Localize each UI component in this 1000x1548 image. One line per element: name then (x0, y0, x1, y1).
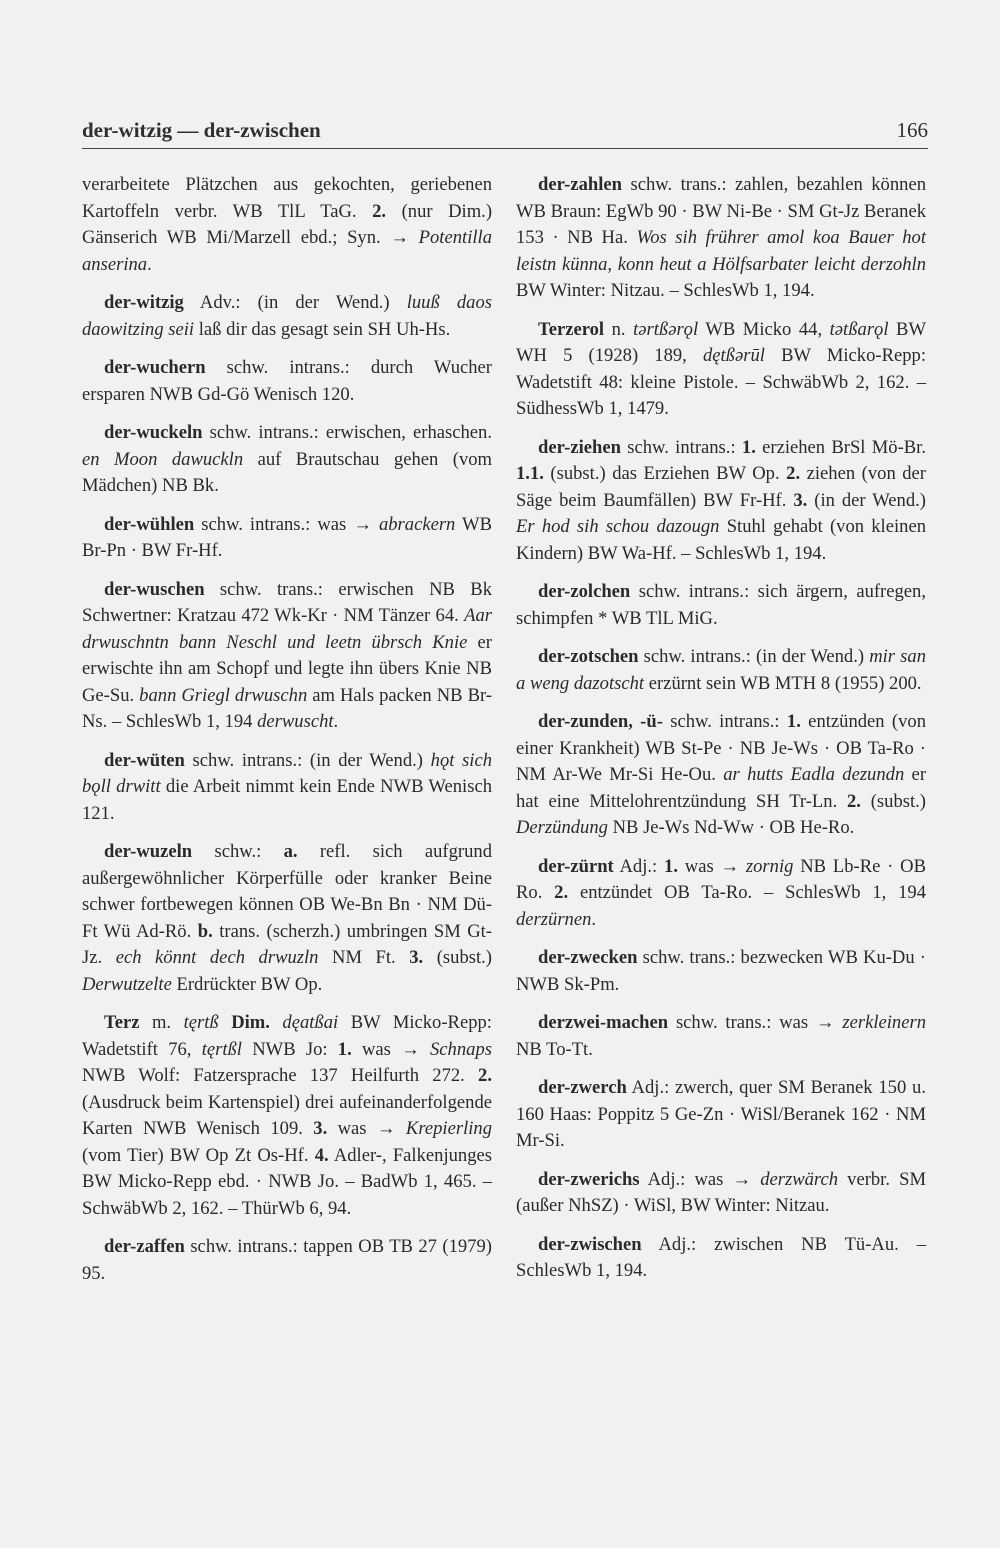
entry-text: entzünden (von einer Krankheit) WB St-Pe · NB Je-Ws · OB Ta-Ro · NM Ar-We Mr-Si He-Ou. (516, 711, 926, 785)
entry-text: erziehen BrSl Mö-Br. (755, 436, 926, 458)
dictionary-entry (516, 579, 926, 632)
entry-headword: der-zahlen (538, 174, 622, 195)
dialect-example: Potentilla anserina (82, 227, 492, 275)
dictionary-entry (516, 435, 926, 568)
dialect-example: dętßərūl (702, 345, 765, 366)
entry-headword: der-wuschen (104, 578, 205, 600)
entry-headword: der-ziehen (538, 436, 621, 458)
entry-text: . (591, 908, 597, 930)
entry-text: BW Micko-Repp: Wadetstift 48: kleine Pistole. – SchwäbWb 2, 162. – SüdhessWb 1, 1479. (516, 345, 926, 419)
dictionary-entry (82, 355, 492, 408)
entry-text: WB Micko 44, (698, 318, 830, 340)
entry-headword: der-zunden, -ü- (538, 711, 663, 732)
entry-text: schw. intrans.: (662, 711, 787, 732)
dialect-example: luuß daos daowitzing seii (82, 292, 492, 340)
entry-text: (subst.) das Erziehen BW Op. (543, 463, 787, 484)
entry-text: schw. trans.: bezwecken WB Ku-Du · NWB Sk-Pm. (516, 947, 926, 995)
sense-number: 1.1. (516, 463, 544, 484)
entry-text: er erwischte ihn am Schopf und legte ihn übers Knie NB Ge-Su. (82, 631, 492, 706)
dialect-example: Aar drwuschntn bann Neschl und leetn übrsch Knie (82, 605, 492, 653)
entry-text: BW Winter: Nitzau. – SchlesWb 1, 194. (516, 280, 815, 301)
dialect-example: abrackern (378, 513, 456, 535)
entry-text: NM Ft. (318, 947, 410, 968)
dialect-example: Krepierling (405, 1118, 492, 1139)
entry-text: Adj.: zwerch, quer SM Beranek 150 u. 160 Haas: Poppitz 5 Ge-Zn · WiSl/Beranek 162 · NM Mr-Si. (516, 1077, 926, 1151)
dictionary-entry (82, 512, 492, 565)
dictionary-entry (516, 644, 926, 697)
entry-headword: der-zaffen (104, 1236, 185, 1257)
entry-text: BW Micko-Repp: Wadetstift 76, (82, 1012, 492, 1060)
dictionary-entry (82, 290, 492, 343)
entry-text: er hat eine Mittelohrentzündung SH Tr-Ln. (516, 764, 927, 812)
dictionary-entry (82, 1010, 492, 1222)
dialect-example: mir san a weng dazotscht (516, 646, 926, 694)
entry-text: Adj.: was → (639, 1168, 761, 1190)
entry-text: verbr. SM (außer NhSZ) · WiSl, BW Winter: Nitzau. (516, 1168, 926, 1216)
entry-text: auf Brautschau gehen (vom Mädchen) NB Bk. (82, 448, 492, 496)
dialect-example: zornig (745, 855, 794, 877)
dialect-example: en Moon dawuckln (82, 448, 244, 470)
dialect-example: ech könnt dech drwuzln (115, 947, 319, 968)
page-number: 166 (896, 118, 928, 142)
sense-number: 1. (741, 436, 756, 458)
entry-headword: der-zotschen (538, 646, 639, 667)
entry-text: NB Lb-Re · OB Ro. (516, 855, 926, 903)
entry-text: (vom Tier) BW Op Zt Os-Hf. (82, 1144, 315, 1166)
entry-headword: derzwei-machen (538, 1012, 669, 1033)
sense-number: 3. (409, 947, 424, 968)
dictionary-entry (82, 839, 492, 998)
dictionary-entry (516, 854, 926, 934)
entry-text: Stuhl gehabt (von kleinen Kindern) BW Wa-Hf. – SchlesWb 1, 194. (516, 516, 926, 564)
entry-text: m. (139, 1012, 184, 1033)
entry-text: schw. intrans.: tappen OB TB 27 (1979) 95. (82, 1236, 492, 1284)
dialect-example: Er hod sih schou dazougn (516, 516, 720, 537)
dialect-example: zerkleinern (842, 1012, 926, 1033)
entry-text: (Ausdruck beim Kartenspiel) drei aufeinanderfolgende Karten NWB Wenisch 109. (82, 1091, 492, 1139)
entry-headword: der-zwischen (538, 1233, 642, 1255)
sense-number: 2. (847, 790, 861, 812)
dictionary-entry (516, 709, 926, 842)
dialect-example: tęrtß (183, 1012, 219, 1033)
sense-number: b. (197, 920, 213, 942)
dialect-example: hǫt sich bǫll drwitt (82, 749, 492, 797)
entry-text: WB Br-Pn · BW Fr-Hf. (82, 513, 493, 561)
dictionary-entry (82, 420, 492, 500)
dictionary-entry (516, 1075, 926, 1155)
sense-number: 2. (786, 463, 801, 484)
entry-text: die Arbeit nimmt kein Ende NWB Wenisch 121. (82, 776, 492, 824)
sense-number: 2. (554, 882, 569, 903)
entry-text: (nur Dim.) Gänserich WB Mi/Marzell ebd.; Syn. → (82, 200, 493, 248)
entry-text: schw. trans.: was → (668, 1012, 843, 1033)
entry-text: . (333, 711, 339, 732)
entry-text (270, 1012, 283, 1033)
left-column (82, 172, 492, 1299)
entry-text: trans. (scherzh.) umbringen SM Gt-Jz. (82, 920, 492, 968)
sense-number: a. (283, 841, 298, 862)
dictionary-entry (82, 1234, 492, 1287)
dialect-example: derwuscht (257, 711, 334, 732)
entry-text: NB Je-Ws Nd-Ww · OB He-Ro. (607, 817, 855, 838)
dialect-example: Derwutzelte (82, 973, 172, 995)
dialect-example: ar hutts Eadla dezundn (723, 764, 905, 785)
entry-text: was → (677, 855, 746, 877)
entry-text: Adj.: zwischen NB Tü-Au. – SchlesWb 1, 194. (516, 1233, 926, 1281)
dictionary-entry (82, 748, 492, 828)
sense-number: Dim. (231, 1012, 270, 1033)
entry-text: NWB Jo: (241, 1038, 338, 1060)
sense-number: 2. (478, 1065, 492, 1086)
entry-headword: der-wuckeln (104, 422, 203, 443)
entry-headword: der-wühlen (104, 513, 195, 535)
dialect-example: derzürnen (516, 908, 592, 930)
entry-text: schw. intrans.: (620, 436, 742, 458)
entry-text: (subst.) (860, 790, 926, 812)
dictionary-entry (516, 1232, 926, 1285)
entry-text: entzündet OB Ta-Ro. – SchlesWb 1, 194 (568, 882, 927, 903)
entry-text: erzürnt sein WB MTH 8 (1955) 200. (644, 672, 922, 694)
entry-headword: Terzerol (538, 318, 605, 340)
entry-headword: der-wuzeln (104, 841, 193, 862)
entry-text: schw. intrans.: sich ärgern, aufregen, schimpfen * WB TlL MiG. (516, 581, 926, 629)
entry-headword: der-wuchern (104, 357, 206, 378)
entry-text: schw. intrans.: durch Wucher ersparen NWB Gd-Gö Wenisch 120. (82, 357, 492, 405)
dialect-example: tətßarǫl (829, 318, 889, 340)
entry-text: schw.: (192, 841, 284, 862)
entry-text: schw. intrans.: erwischen, erhaschen. (202, 422, 492, 443)
entry-text: . (147, 253, 152, 275)
entry-text: (in der Wend.) (807, 489, 926, 511)
entry-text: verarbeitete Plätzchen aus gekochten, geriebenen Kartoffeln verbr. WB TlL TaG. (82, 174, 492, 222)
header-rule (82, 148, 928, 149)
entry-headword: der-zolchen (538, 581, 631, 602)
entry-text: laß dir das gesagt sein SH Uh-Hs. (194, 318, 451, 340)
entry-text: BW WH 5 (1928) 189, (516, 318, 926, 366)
sense-number: 2. (372, 200, 387, 222)
entry-text: schw. trans.: zahlen, bezahlen können WB Braun: EgWb 90 · BW Ni-Be · SM Gt-Jz Beranek 153 · NB Ha. (516, 174, 926, 248)
entry-text: Erdrückter BW Op. (171, 973, 323, 995)
entry-text: n. (604, 318, 634, 340)
dialect-example: dęatßai (282, 1012, 339, 1033)
entry-headword: Terz (104, 1012, 140, 1033)
right-column (516, 172, 926, 1297)
entry-text: schw. intrans.: (in der Wend.) (184, 749, 431, 771)
entry-text: schw. trans.: erwischen NB Bk Schwertner: Kratzau 472 Wk-Kr · NM Tänzer 64. (82, 578, 492, 626)
entry-text: was → (351, 1038, 430, 1060)
entry-text: (subst.) (423, 947, 492, 968)
sense-number: 3. (793, 489, 808, 511)
entry-text: schw. intrans.: was → (194, 513, 379, 535)
running-head (82, 118, 928, 143)
sense-number: 1. (337, 1038, 352, 1060)
entry-text: Adler-, Falkenjunges BW Micko-Repp ebd. · NWB Jo. – BadWb 1, 465. – SchwäbWb 2, 162. – ThürWb 6, 94. (82, 1144, 492, 1219)
dictionary-entry (82, 577, 492, 736)
entry-headword: der-zwecken (538, 947, 638, 968)
entry-text: am Hals packen NB Br-Ns. – SchlesWb 1, 194 (82, 684, 492, 732)
entry-text: ziehen (von der Säge beim Baumfällen) BW Fr-Hf. (516, 463, 927, 511)
entry-headword: der-zwerichs (538, 1168, 640, 1190)
entry-text: schw. intrans.: (in der Wend.) (638, 646, 870, 667)
entry-text: NB To-Tt. (516, 1038, 593, 1060)
sense-number: 3. (313, 1118, 328, 1139)
entry-text: was → (327, 1118, 406, 1139)
sense-number: 1. (786, 711, 801, 732)
dialect-example: bann Griegl drwuschn (139, 684, 308, 706)
dictionary-entry (516, 172, 926, 305)
entry-continuation (82, 172, 492, 278)
entry-text: Adj.: (613, 855, 665, 877)
dialect-example: Derzündung (516, 817, 608, 838)
sense-number: 4. (314, 1144, 329, 1166)
entry-headword: der-zürnt (538, 855, 614, 877)
entry-text: NWB Wolf: Fatzersprache 137 Heilfurth 272. (82, 1065, 479, 1086)
dictionary-entry (516, 1167, 926, 1220)
dialect-example: tęrtßl (201, 1038, 242, 1060)
dictionary-entry (516, 317, 926, 423)
entry-headword: der-witzig (104, 292, 184, 313)
sense-number: 1. (664, 855, 678, 877)
entry-text: Adv.: (in der Wend.) (183, 292, 407, 313)
entry-headword: der-wüten (104, 749, 185, 771)
dialect-example: derzwärch (760, 1168, 839, 1190)
entry-text (219, 1012, 232, 1033)
dialect-example: tərtßərǫl (633, 318, 699, 340)
dictionary-entry (516, 1010, 926, 1063)
dialect-example: Wos sih frührer amol koa Bauer hot leistn künna, konn heut a Hölfsarbater leicht derzohln (516, 227, 926, 275)
running-head-title: der-witzig — der-zwischen (82, 118, 321, 142)
dictionary-entry (516, 945, 926, 998)
entry-headword: der-zwerch (538, 1077, 627, 1098)
dialect-example: Schnaps (430, 1038, 492, 1060)
entry-text: refl. sich aufgrund außergewöhnlicher Körperfülle oder kranker Beine schwer fortbewegen können OB We-Bn Bn · NM Dü-Ft Wü Ad-Rö. (82, 841, 493, 942)
